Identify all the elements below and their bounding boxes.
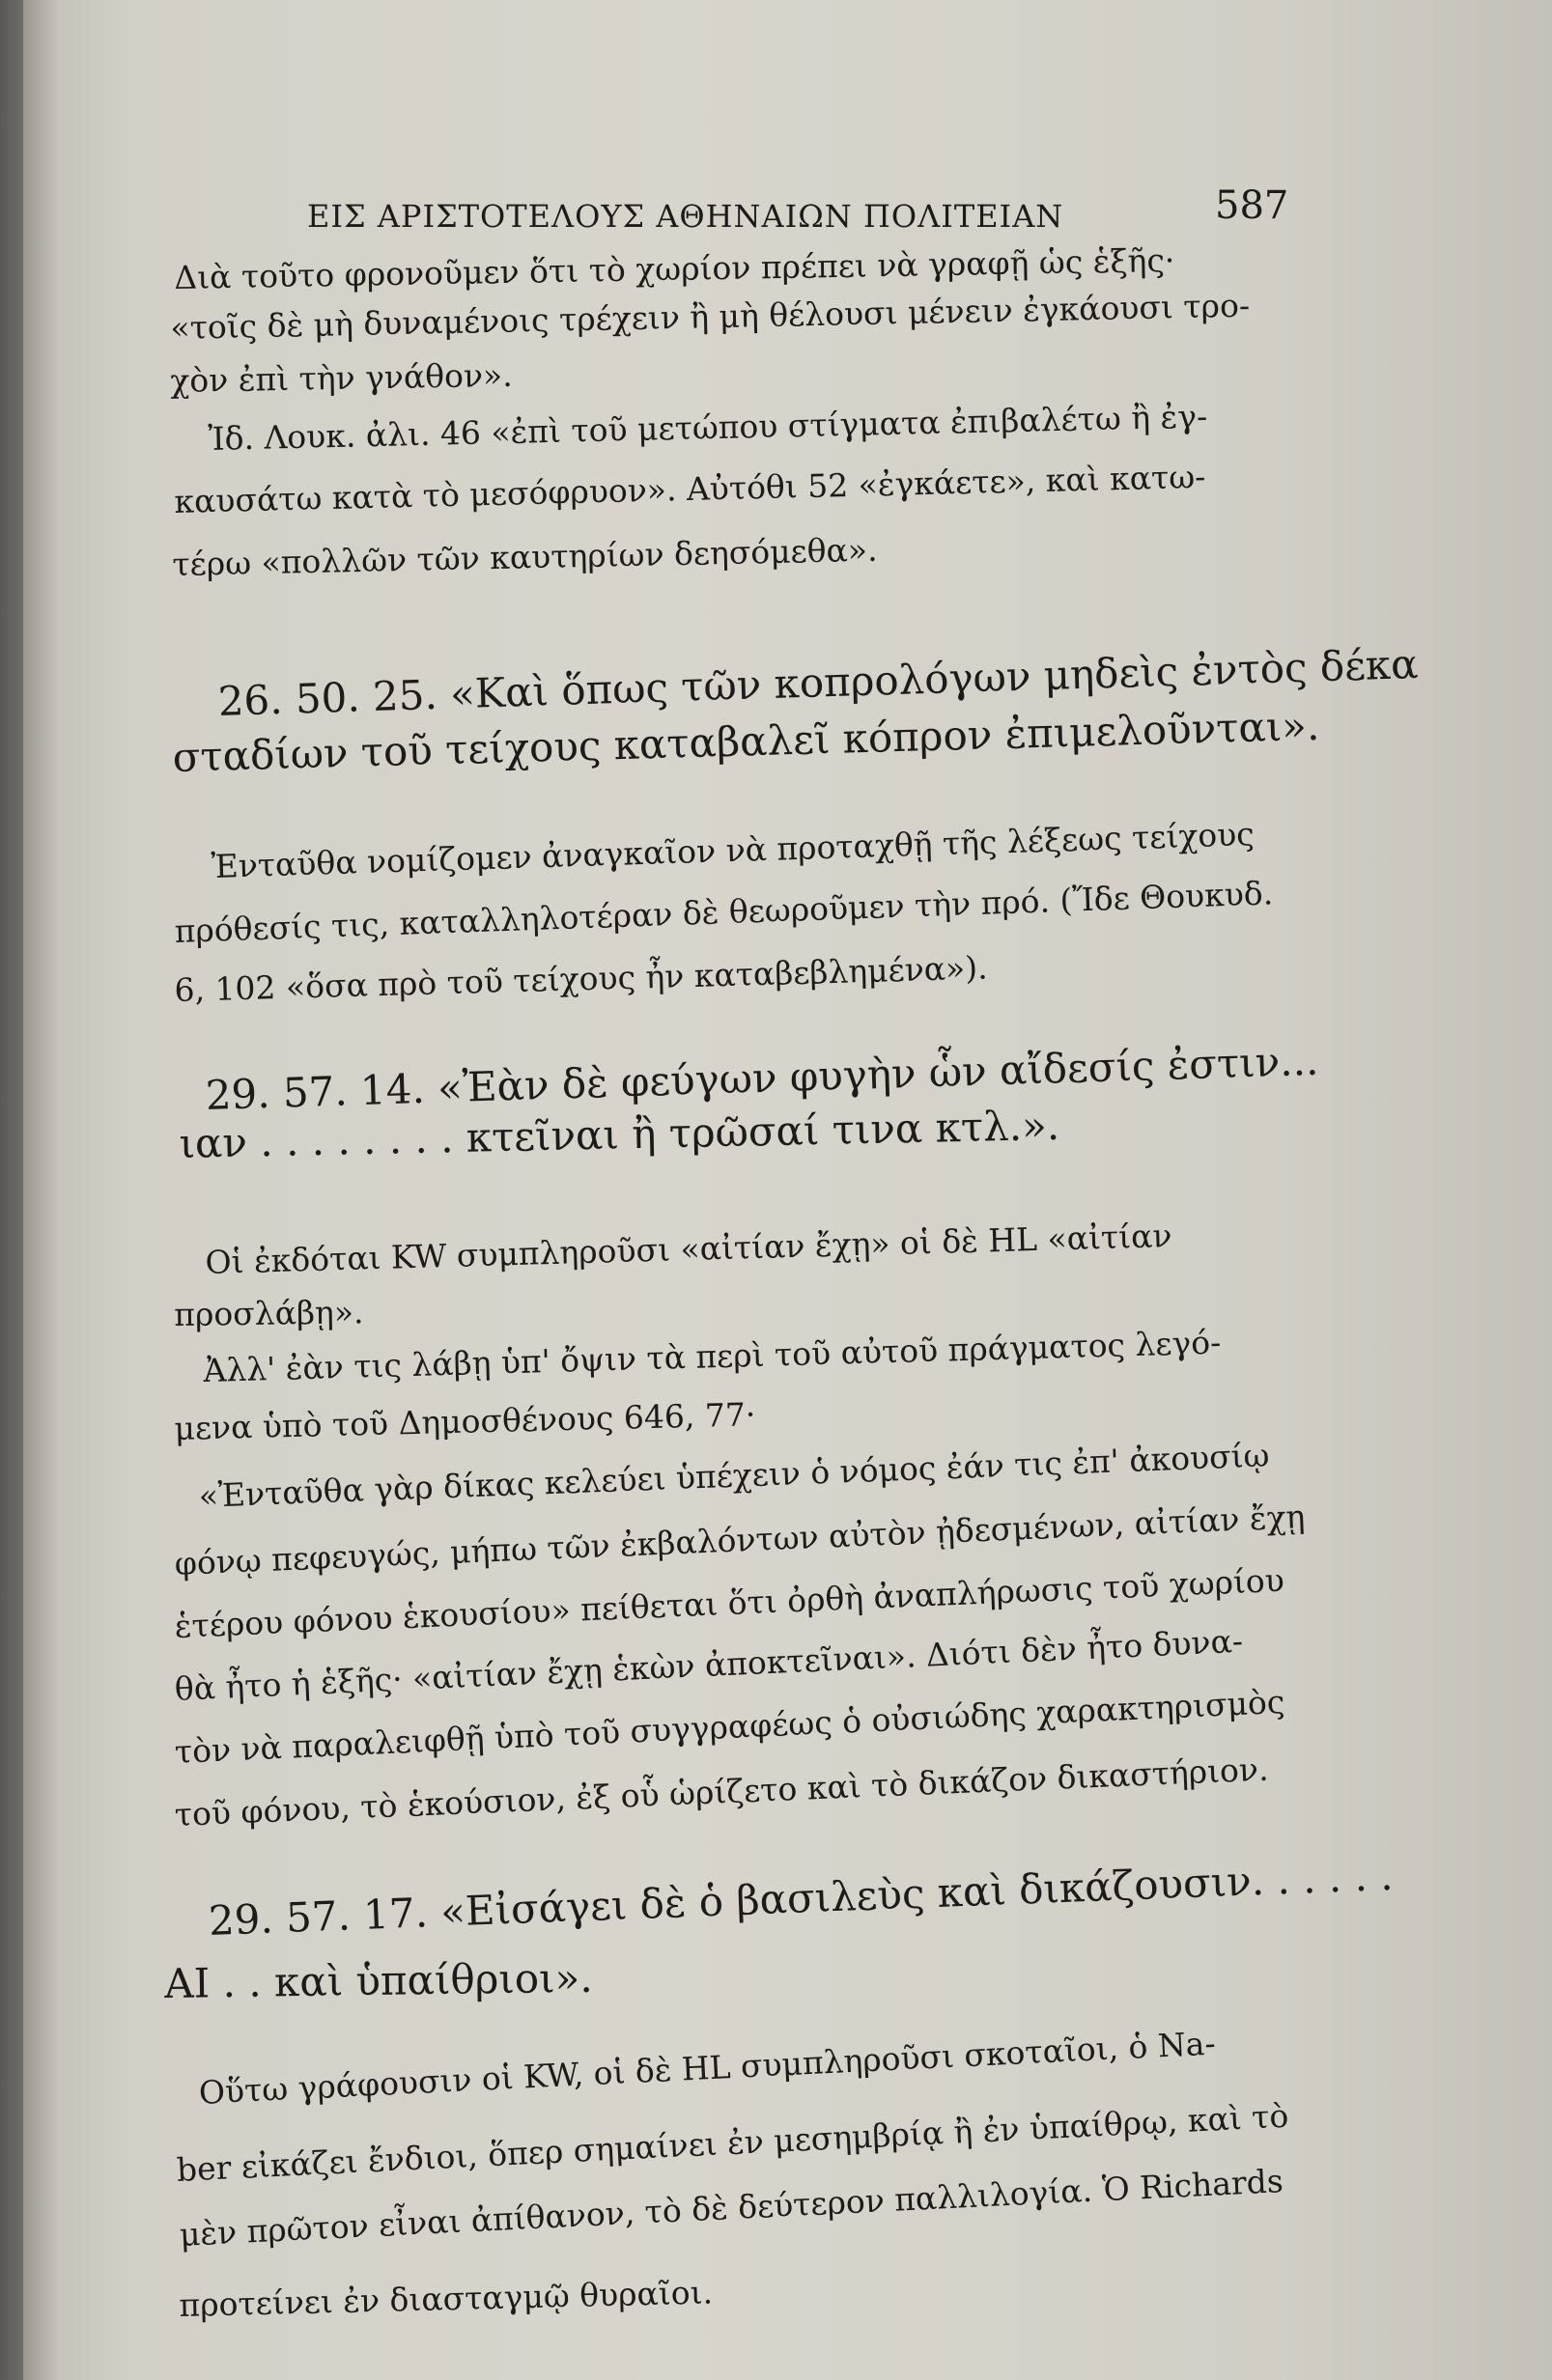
text-line: πρόθεσίς τις, καταλληλοτέραν δὲ θεωροῦμεν τὴν πρό. (Ἴδε Θουκυδ. xyxy=(174,874,1274,950)
text-line: ἑτέρου φόνου ἑκουσίου» πείθεται ὅτι ὀρθὴ ἀναπλήρωσις τοῦ χωρίου xyxy=(174,1560,1285,1645)
text-line: Ἐνταῦθα νομίζομεν ἀναγκαῖον νὰ προταχθῇ τῆς λέξεως τείχους xyxy=(211,815,1256,885)
text-line: Οἱ ἐκδόται KW συμπληροῦσι «αἰτίαν ἔχῃ» οἱ δὲ HL «αἰτίαν xyxy=(205,1217,1172,1281)
text-line: φόνῳ πεφευγώς, μήπω τῶν ἐκβαλόντων αὐτὸν ᾐδεσμένων, αἰτίαν ἔχῃ xyxy=(174,1497,1307,1582)
text-line: σταδίων τοῦ τείχους καταβαλεῖ κόπρον ἐπιμελοῦνται». xyxy=(172,701,1320,781)
page-spine-shadow xyxy=(0,0,23,2380)
text-line: Οὕτω γράφουσιν οἱ KW, οἱ δὲ HL συμπληροῦσι σκοταῖοι, ὁ Na- xyxy=(198,2024,1217,2112)
text-line: «τοῖς δὲ μὴ δυναμένοις τρέχειν ἢ μὴ θέλουσι μένειν ἐγκάουσι τρο- xyxy=(170,286,1251,347)
text-line: Διὰ τοῦτο φρονοῦμεν ὅτι τὸ χωρίον πρέπει νὰ γραφῇ ὡς ἑξῆς· xyxy=(174,240,1175,296)
text-line: τοῦ φόνου, τὸ ἑκούσιον, ἐξ οὗ ὡρίζετο καὶ τὸ δικάζον δικαστήριον. xyxy=(174,1750,1270,1834)
text-line: χὸν ἐπὶ τὴν γνάθον». xyxy=(170,355,514,400)
text-line: Ἰδ. Λουκ. ἀλι. 46 «ἐπὶ τοῦ μετώπου στίγματα ἐπιβαλέτω ἢ ἐγ- xyxy=(208,397,1208,458)
text-line: «Ἐνταῦθα γὰρ δίκας κελεύει ὑπέχειν ὁ νόμος ἐάν τις ἐπ' ἀκουσίῳ xyxy=(198,1436,1271,1515)
text-line: τὸν νὰ παραλειφθῇ ὑπὸ τοῦ συγγραφέως ὁ οὐσιώδης χαρακτηρισμὸς xyxy=(174,1682,1286,1771)
text-line: προσλάβῃ». xyxy=(174,1293,364,1333)
text-line: προτείνει ἐν διασταγμῷ θυραῖοι. xyxy=(179,2273,714,2324)
text-line: 6, 102 «ὅσα πρὸ τοῦ τείχους ἦν καταβεβλημένα»). xyxy=(174,948,989,1009)
text-line: θὰ ἦτο ἡ ἑξῆς· «αἰτίαν ἔχῃ ἑκὼν ἀποκτεῖναι». Διότι δὲν ἦτο δυνα- xyxy=(174,1621,1244,1708)
text-line: ΑΙ . . καὶ ὑπαίθριοι». xyxy=(164,1953,593,2007)
text-line: καυσάτω κατὰ τὸ μεσόφρυον». Αὐτόθι 52 «ἐγκάετε», καὶ κατω- xyxy=(174,457,1206,520)
text-line: 26. 50. 25. «Καὶ ὅπως τῶν κοπρολόγων μηδεὶς ἐντὸς δέκα xyxy=(217,639,1420,725)
text-line: 29. 57. 17. «Εἰσάγει δὲ ὁ βασιλεὺς καὶ δικάζουσιν. . . . . . xyxy=(208,1851,1395,1945)
text-line: Ἀλλ' ἐὰν τις λάβῃ ὑπ' ὄψιν τὰ περὶ τοῦ αὐτοῦ πράγματος λεγό- xyxy=(203,1323,1222,1389)
text-line: μὲν πρῶτον εἶναι ἀπίθανον, τὸ δὲ δεύτερον παλλιλογία. Ὁ Richards xyxy=(179,2162,1284,2254)
text-line: ber εἰκάζει ἔνδιοι, ὅπερ σημαίνει ἐν μεσημβρίᾳ ἢ ἐν ὑπαίθρῳ, καὶ τὸ xyxy=(176,2096,1290,2189)
running-header: ΕΙΣ ΑΡΙΣΤΟΤΕΛΟΥΣ ΑΘΗΝΑΙΩΝ ΠΟΛΙΤΕΙΑΝ xyxy=(307,198,1064,235)
text-line: 29. 57. 14. «Ἐὰν δὲ φεύγων φυγὴν ὧν αἴδεσίς ἐστιν... xyxy=(205,1036,1319,1119)
page-number: 587 xyxy=(1215,183,1289,228)
text-line: ιαν . . . . . . . . κτεῖναι ἢ τρῶσαί τινα κτλ.». xyxy=(179,1101,1060,1167)
text-line: μενα ὑπὸ τοῦ Δημοσθένους 646, 77· xyxy=(174,1395,756,1447)
text-line: τέρω «πολλῶν τῶν καυτηρίων δεησόμεθα». xyxy=(172,530,878,583)
